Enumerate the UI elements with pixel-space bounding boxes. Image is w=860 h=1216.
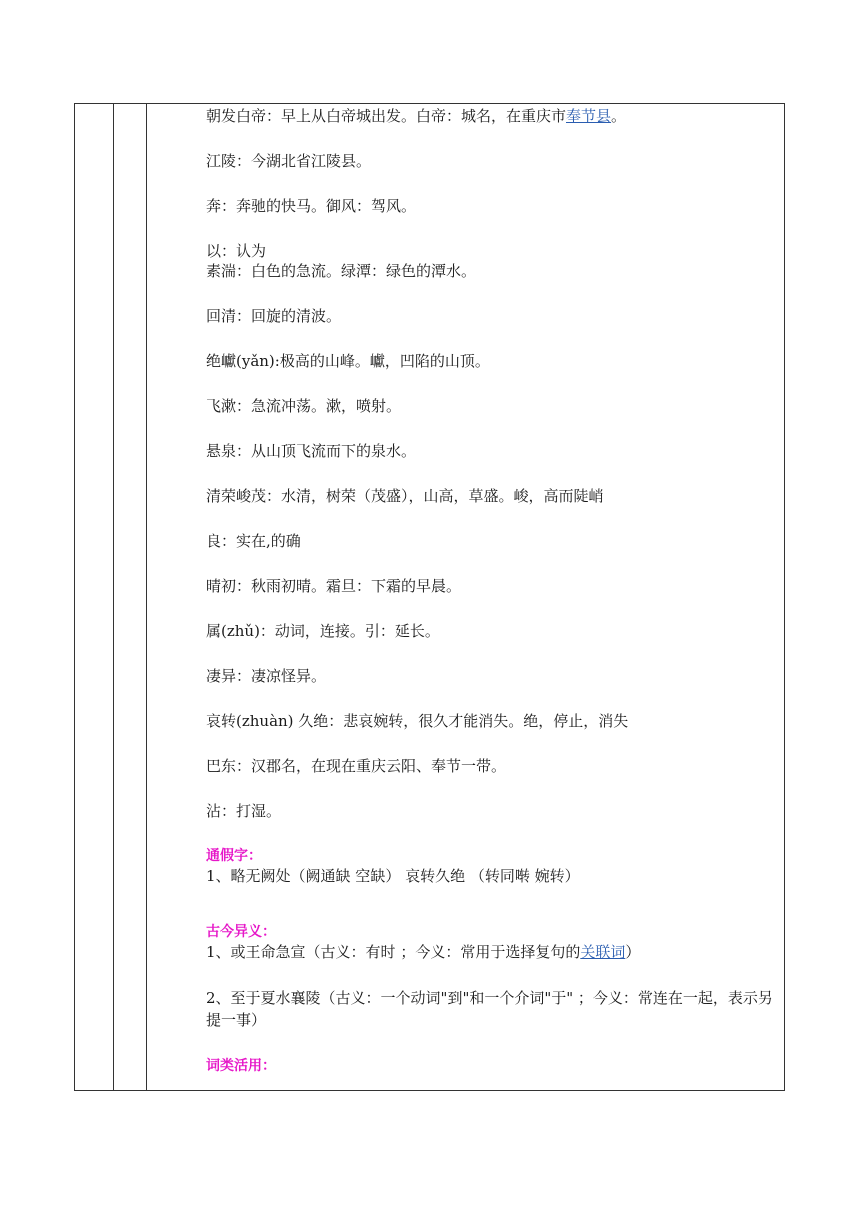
gujinyiyi-item: 1、或王命急宣（古义：有时 ；今义：常用于选择复句的关联词） [206,943,641,961]
note-line: 沾：打湿。 [206,802,282,820]
table-column-divider [113,104,114,1090]
note-line: 绝巘(yǎn):极高的山峰。巘，凹陷的山顶。 [206,352,490,370]
gujinyiyi-item: 2、至于夏水襄陵（古义：一个动词"到"和一个介词"于" ；今义：常连在一起，表示另提一事） [206,989,773,1029]
tongjiazi-item: 1、略无阙处（阙通缺 空缺） 哀转久绝 （转同啭 婉转） [206,867,580,885]
tongjiazi-heading: 通假字： [206,848,262,864]
note-line: 江陵：今湖北省江陵县。 [206,152,372,170]
guanlianci-link[interactable]: 关联词 [580,943,626,961]
note-line: 悬泉：从山顶飞流而下的泉水。 [206,442,417,460]
note-line: 飞漱：急流冲荡。漱，喷射。 [206,397,402,415]
cileihuoyong-heading: 词类活用： [206,1058,276,1074]
note-line: 凄异：凄凉怪异。 [206,667,327,685]
note-line: 朝发白帝：早上从白帝城出发。白帝：城名，在重庆市奉节县。 [206,107,627,125]
notes-content [206,106,781,1076]
fengjie-county-link[interactable]: 奉节县 [566,107,612,125]
note-line: 回清：回旋的清波。 [206,307,342,325]
note-line: 巴东：汉郡名，在现在重庆云阳、奉节一带。 [206,757,507,775]
note-line: 素湍：白色的急流。绿潭：绿色的潭水。 [206,262,477,280]
note-line: 晴初：秋雨初晴。霜旦：下霜的早晨。 [206,577,462,595]
gujinyiyi-heading: 古今异义： [206,924,276,940]
note-line: 良：实在,的确 [206,532,301,550]
table-column-divider [146,104,147,1090]
note-line: 奔：奔驰的快马。御风：驾风。 [206,197,417,215]
note-line: 以：认为 [206,242,267,260]
note-line: 清荣峻茂：水清，树荣（茂盛），山高，草盛。峻，高而陡峭 [206,487,604,505]
note-line: 属(zhǔ)：动词，连接。引：延长。 [206,622,440,640]
note-line: 哀转(zhuàn) 久绝：悲哀婉转，很久才能消失。绝，停止，消失 [206,712,629,730]
